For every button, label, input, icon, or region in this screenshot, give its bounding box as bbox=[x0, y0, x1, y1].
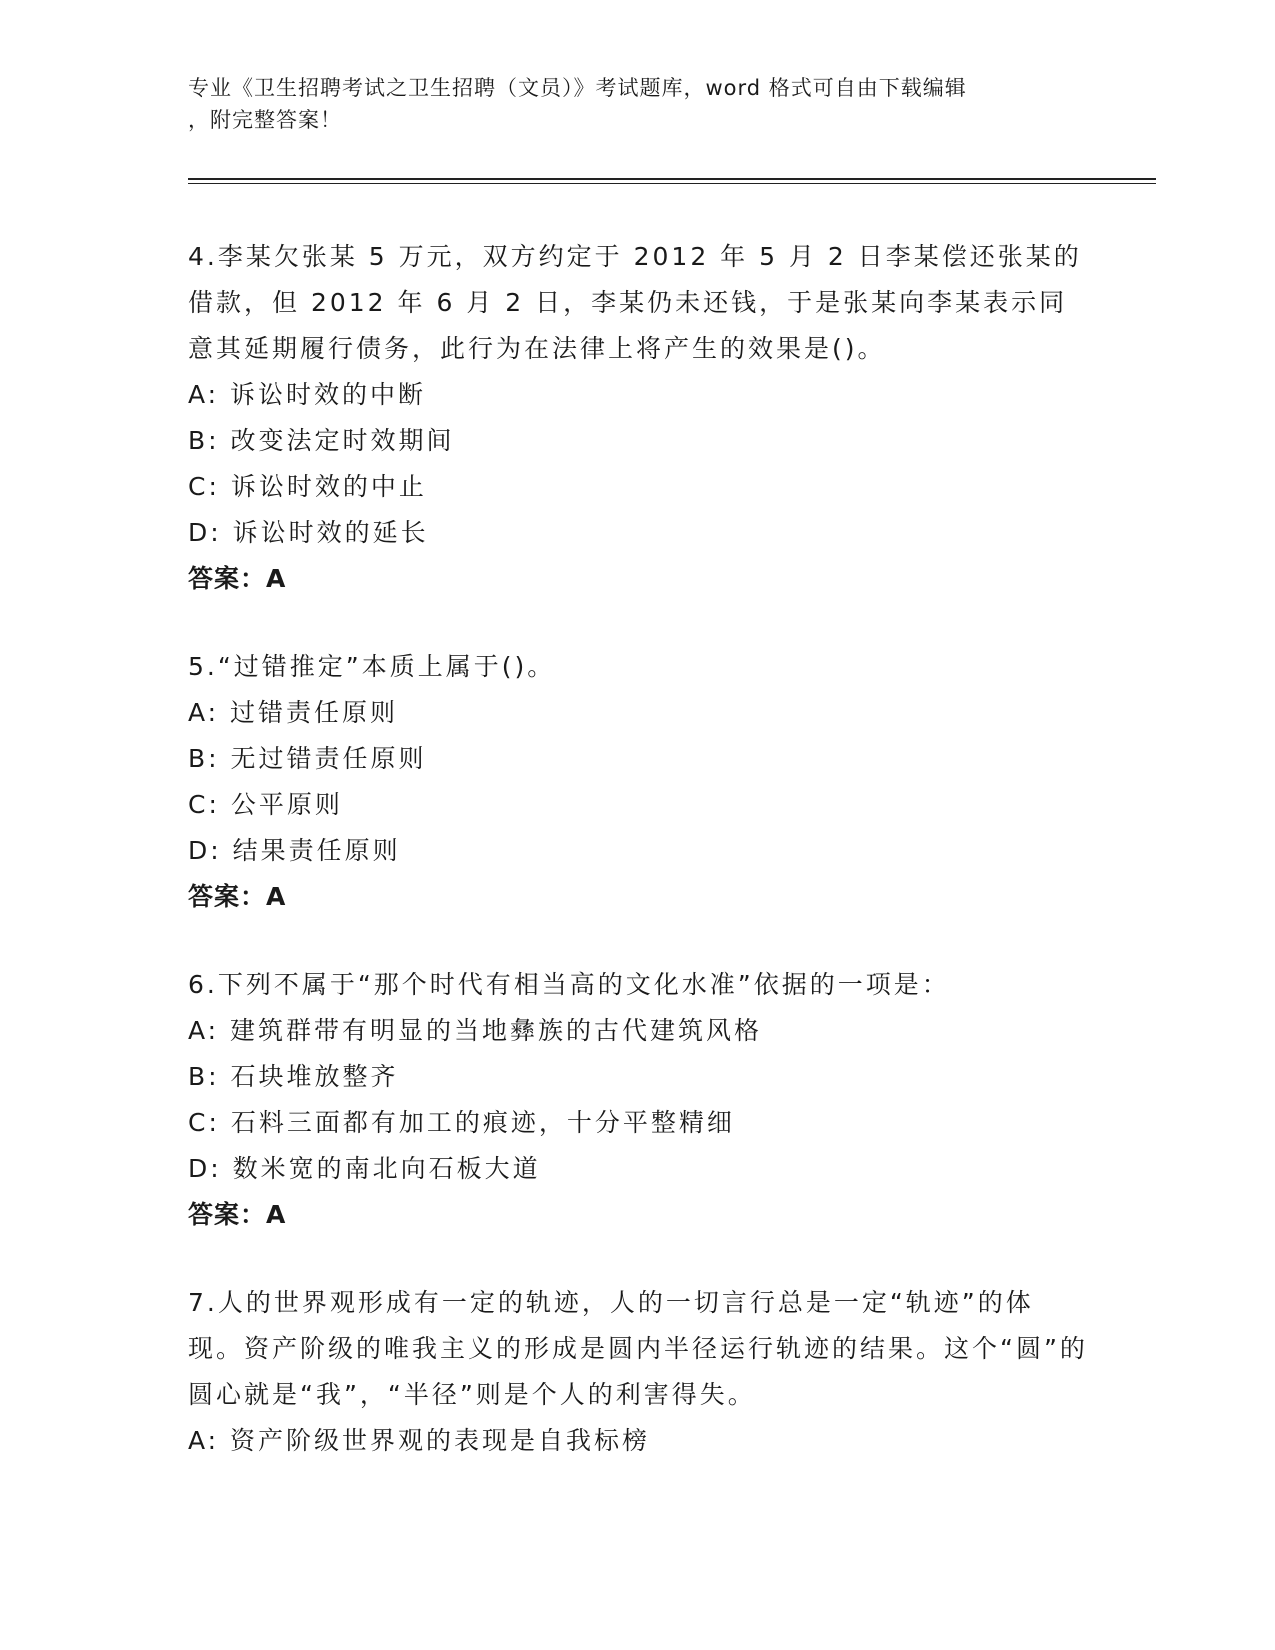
header-line-2: ，附完整答案！ bbox=[188, 108, 342, 132]
header-divider-thin bbox=[188, 183, 1156, 184]
question-7 bbox=[188, 1280, 1088, 1464]
question-stem: 7.人的世界观形成有一定的轨迹，人的一切言行总是一定“轨迹”的体现。资产阶级的唯我主义的形成是圆内半径运行轨迹的结果。这个“圆”的圆心就是“我”，“半径”则是个人的利害得失。 bbox=[188, 1288, 1088, 1409]
option-b: B: 改变法定时效期间 bbox=[188, 426, 455, 455]
question-list bbox=[188, 234, 1088, 1506]
question-stem: 5.“过错推定”本质上属于()。 bbox=[188, 652, 556, 681]
question-stem: 4.李某欠张某 5 万元，双方约定于 2012 年 5 月 2 日李某偿还张某的借款，但 2012 年 6 月 2 日，李某仍未还钱，于是张某向李某表示同意其延期履行债务，此行为在法律上将产生的效果是()。 bbox=[188, 242, 1082, 363]
option-c: C: 公平原则 bbox=[188, 790, 343, 819]
header-divider-thick bbox=[188, 178, 1156, 180]
option-d: D: 诉讼时效的延长 bbox=[188, 518, 429, 547]
question-6 bbox=[188, 962, 1088, 1238]
option-b: B: 无过错责任原则 bbox=[188, 744, 427, 773]
option-d: D: 数米宽的南北向石板大道 bbox=[188, 1154, 541, 1183]
option-c: C: 诉讼时效的中止 bbox=[188, 472, 427, 501]
option-c: C: 石料三面都有加工的痕迹，十分平整精细 bbox=[188, 1108, 735, 1137]
question-stem: 6.下列不属于“那个时代有相当高的文化水准”依据的一项是： bbox=[188, 970, 950, 999]
answer: 答案：A bbox=[188, 882, 287, 911]
question-4 bbox=[188, 234, 1088, 602]
option-a: A: 诉讼时效的中断 bbox=[188, 380, 427, 409]
answer: 答案：A bbox=[188, 564, 287, 593]
option-a: A: 资产阶级世界观的表现是自我标榜 bbox=[188, 1426, 651, 1455]
question-5 bbox=[188, 644, 1088, 920]
option-a: A: 建筑群带有明显的当地彝族的古代建筑风格 bbox=[188, 1016, 763, 1045]
document-header bbox=[188, 72, 1088, 136]
header-line-1: 专业《卫生招聘考试之卫生招聘（文员）》考试题库，word 格式可自由下载编辑 bbox=[188, 76, 967, 100]
answer: 答案：A bbox=[188, 1200, 287, 1229]
option-b: B: 石块堆放整齐 bbox=[188, 1062, 399, 1091]
option-d: D: 结果责任原则 bbox=[188, 836, 401, 865]
option-a: A: 过错责任原则 bbox=[188, 698, 399, 727]
